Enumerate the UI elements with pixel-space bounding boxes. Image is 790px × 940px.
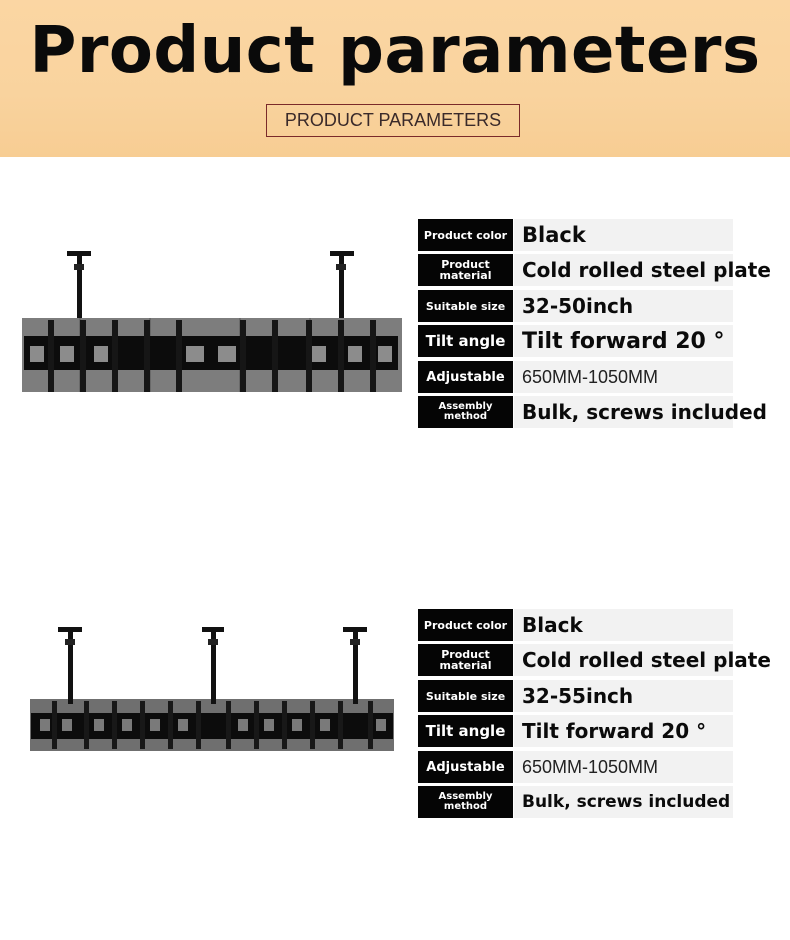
spec-label: Assembly method: [418, 396, 513, 428]
page-title: Product parameters: [29, 14, 761, 88]
spec-value: Cold rolled steel plate: [522, 648, 771, 672]
spec-value: 32-50inch: [522, 294, 634, 318]
subtitle-box: [266, 104, 520, 137]
spec-value: Bulk, screws included: [522, 792, 731, 812]
spec-row: [418, 325, 790, 357]
spec-label: Tilt angle: [418, 325, 513, 357]
spec-row: [418, 680, 790, 712]
spec-value: 32-55inch: [522, 684, 634, 708]
spec-label: Adjustable: [418, 751, 513, 783]
spec-value: 650MM-1050MM: [522, 366, 659, 387]
spec-value: Cold rolled steel plate: [522, 258, 771, 282]
spec-value: Tilt forward 20 °: [522, 719, 707, 743]
spec-label: Product color: [418, 609, 513, 641]
spec-row: [418, 254, 790, 286]
spec-row: [418, 609, 790, 641]
spec-row: [418, 751, 790, 783]
spec-row: [418, 644, 790, 676]
ceiling-mount-two-pole-icon: [20, 248, 404, 396]
spec-label: Product color: [418, 219, 513, 251]
spec-label: Suitable size: [418, 290, 513, 322]
spec-label: Product material: [418, 644, 513, 676]
spec-label: Suitable size: [418, 680, 513, 712]
spec-value: Black: [522, 223, 586, 247]
spec-label: Tilt angle: [418, 715, 513, 747]
spec-row: [418, 219, 790, 251]
spec-row: [418, 361, 790, 393]
ceiling-mount-three-pole-icon: [28, 625, 396, 755]
spec-value: 650MM-1050MM: [522, 756, 659, 777]
spec-value: Black: [522, 613, 583, 637]
spec-row: [418, 396, 790, 428]
spec-label: Product material: [418, 254, 513, 286]
spec-label: Adjustable: [418, 361, 513, 393]
spec-value: Bulk, screws included: [522, 400, 767, 424]
subtitle-label: PRODUCT PARAMETERS: [284, 110, 502, 130]
spec-row: [418, 715, 790, 747]
spec-row: [418, 786, 790, 818]
header-banner: [0, 0, 790, 157]
spec-value: Tilt forward 20 °: [522, 328, 725, 354]
spec-row: [418, 290, 790, 322]
spec-label: Assembly method: [418, 786, 513, 818]
